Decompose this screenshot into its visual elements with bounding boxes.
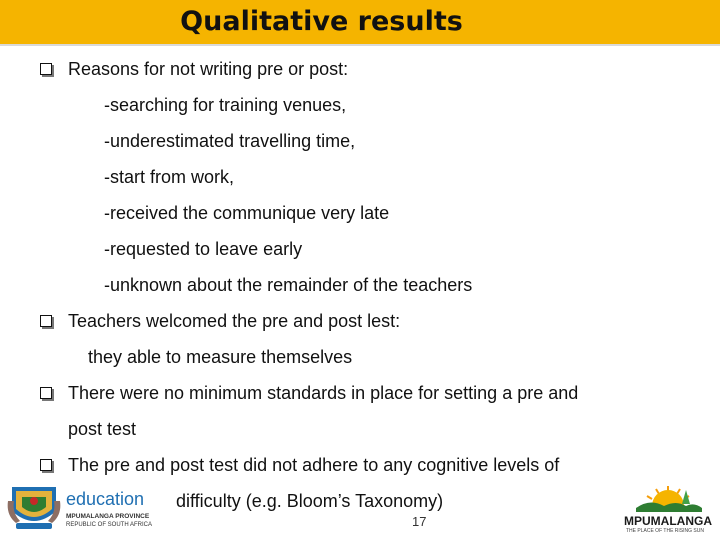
sub-item: -unknown about the remainder of the teachers [104,275,473,295]
mpumalanga-brand-text: MPUMALANGA [624,514,712,528]
bullet-text: Teachers welcomed the pre and post lest: [68,311,401,331]
rising-sun-icon [620,484,716,514]
mpumalanga-logo [620,484,716,536]
education-logo [6,481,166,533]
sub-item: -start from work, [104,167,235,187]
bullet-continuation: post test [68,419,137,439]
checkbox-bullet-icon [40,63,52,75]
title-divider [0,44,720,46]
tagline-text: THE PLACE OF THE RISING SUN [626,528,704,534]
province-text: MPUMALANGA PROVINCE [66,513,150,520]
sub-item: -received the communique very late [104,203,390,223]
bullet-text: The pre and post test did not adhere to any cognitive levels of [68,455,560,475]
slide-title: Qualitative results [180,6,463,37]
bullet-text: Reasons for not writing pre or post: [68,59,349,79]
checkbox-bullet-icon [40,315,52,327]
checkbox-bullet-icon [40,459,52,471]
page-number: 17 [412,514,427,529]
bullet-text: There were no minimum standards in place for setting a pre and [68,383,579,403]
sub-item: -searching for training venues, [104,95,347,115]
sub-item: -requested to leave early [104,239,303,259]
sub-item: they able to measure themselves [88,347,353,367]
checkbox-bullet-icon [40,387,52,399]
republic-text: REPUBLIC OF SOUTH AFRICA [66,522,153,528]
sub-item: -underestimated travelling time, [104,131,356,151]
education-brand-text: education [66,489,145,509]
bullet-continuation: difficulty (e.g. Bloom’s Taxonomy) [176,491,444,511]
